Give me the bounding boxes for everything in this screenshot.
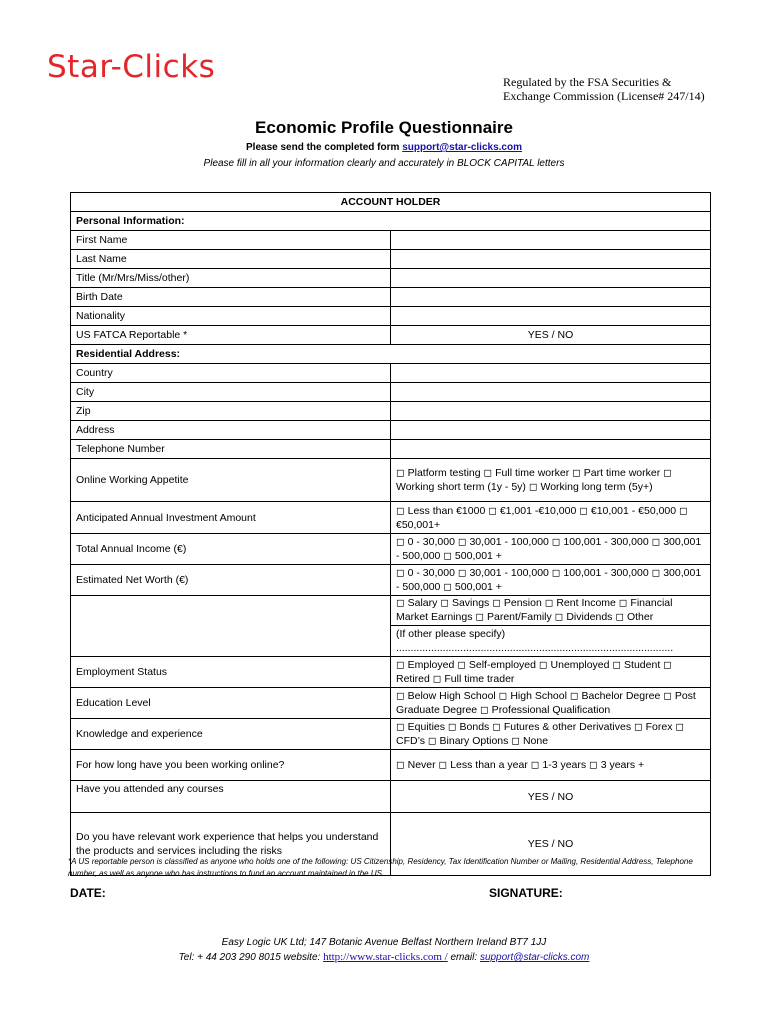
investment-label: Anticipated Annual Investment Amount bbox=[71, 502, 391, 534]
telephone-label: Telephone Number bbox=[71, 440, 391, 459]
table-row bbox=[71, 565, 711, 596]
knowledge-label: Knowledge and experience bbox=[71, 719, 391, 750]
duration-label: For how long have you been working online? bbox=[71, 750, 391, 781]
employment-label: Employment Status bbox=[71, 657, 391, 688]
account-holder-header: ACCOUNT HOLDER bbox=[71, 193, 711, 212]
income-label: Total Annual Income (€) bbox=[71, 534, 391, 565]
questionnaire-table bbox=[70, 192, 711, 876]
company-address: Easy Logic UK Ltd; 147 Botanic Avenue Belfast Northern Ireland BT7 1JJ bbox=[221, 937, 547, 948]
networth-options[interactable]: ◻ 0 - 30,000 ◻ 30,001 - 100,000 ◻ 100,001 - 300,000 ◻ 300,001 - 500,000 ◻ 500,001 + bbox=[391, 565, 711, 596]
address-field[interactable] bbox=[391, 421, 711, 440]
table-row bbox=[71, 688, 711, 719]
source-specify[interactable]: (If other please specify) ............................................................................................... bbox=[391, 625, 710, 656]
table-header-row bbox=[71, 193, 711, 212]
table-row bbox=[71, 421, 711, 440]
fill-instruction: Please fill in all your information clearly and accurately in BLOCK CAPITAL letters bbox=[203, 158, 565, 169]
table-row bbox=[71, 719, 711, 750]
title-field[interactable] bbox=[391, 269, 711, 288]
duration-options[interactable]: ◻ Never ◻ Less than a year ◻ 1-3 years ◻ 3 years + bbox=[391, 750, 711, 781]
table-row bbox=[71, 781, 711, 813]
income-options[interactable]: ◻ 0 - 30,000 ◻ 30,001 - 100,000 ◻ 100,001 - 300,000 ◻ 300,001 - 500,000 ◻ 500,001 + bbox=[391, 534, 711, 565]
source-options-text: ◻ Salary ◻ Savings ◻ Pension ◻ Rent Income ◻ Financial Market Earnings ◻ Parent/Family ◻ Dividends ◻ Other bbox=[396, 597, 673, 623]
source-options[interactable] bbox=[391, 596, 711, 657]
education-options[interactable]: ◻ Below High School ◻ High School ◻ Bachelor Degree ◻ Post Graduate Degree ◻ Professional Qualification bbox=[391, 688, 711, 719]
send-prefix: Please send the completed form bbox=[246, 142, 403, 153]
table-row bbox=[71, 250, 711, 269]
table-row bbox=[71, 326, 711, 345]
regulation-note bbox=[503, 75, 705, 103]
table-row bbox=[71, 750, 711, 781]
appetite-label: Online Working Appetite bbox=[71, 459, 391, 502]
regulation-line-1: Regulated by the FSA Securities & bbox=[503, 75, 672, 89]
support-email-link[interactable]: support@star-clicks.com bbox=[402, 142, 522, 153]
table-row bbox=[71, 657, 711, 688]
table-row bbox=[71, 502, 711, 534]
country-label: Country bbox=[71, 364, 391, 383]
source-label bbox=[71, 596, 391, 657]
fatca-footnote: *A US reportable person is classified as anyone who holds one of the following: US Citizenship, Residency, Tax Identification Number or Mailing, Residential Address, Telephone number, as well as anyone who has instructions to fund an account maintained in the US bbox=[68, 857, 693, 878]
residential-address-section: Residential Address: bbox=[71, 345, 711, 364]
zip-label: Zip bbox=[71, 402, 391, 421]
table-row bbox=[71, 534, 711, 565]
knowledge-options[interactable]: ◻ Equities ◻ Bonds ◻ Futures & other Derivatives ◻ Forex ◻ CFD’s ◻ Binary Options ◻ None bbox=[391, 719, 711, 750]
section-row bbox=[71, 345, 711, 364]
fatca-yes-no[interactable]: YES / NO bbox=[391, 326, 711, 345]
table-row bbox=[71, 307, 711, 326]
page-title: Economic Profile Questionnaire bbox=[255, 118, 513, 137]
city-label: City bbox=[71, 383, 391, 402]
education-label: Education Level bbox=[71, 688, 391, 719]
star-clicks-logo: Star-Clicks bbox=[47, 49, 216, 85]
country-field[interactable] bbox=[391, 364, 711, 383]
experience-label: Do you have relevant work experience that helps you understand the products and services including the risks bbox=[71, 813, 391, 876]
table-row bbox=[71, 269, 711, 288]
send-instruction bbox=[0, 142, 768, 153]
zip-field[interactable] bbox=[391, 402, 711, 421]
website-link[interactable]: http://www.star-clicks.com / bbox=[323, 951, 448, 963]
regulation-line-2: Exchange Commission (License# 247/14) bbox=[503, 89, 705, 103]
networth-label: Estimated Net Worth (€) bbox=[71, 565, 391, 596]
fatca-label: US FATCA Reportable * bbox=[71, 326, 391, 345]
address-label: Address bbox=[71, 421, 391, 440]
table-row bbox=[71, 288, 711, 307]
table-row bbox=[71, 383, 711, 402]
table-row bbox=[71, 596, 711, 657]
personal-info-section: Personal Information: bbox=[71, 212, 711, 231]
table-row bbox=[71, 459, 711, 502]
section-row bbox=[71, 212, 711, 231]
last-name-field[interactable] bbox=[391, 250, 711, 269]
courses-label: Have you attended any courses bbox=[71, 781, 391, 813]
appetite-options[interactable]: ◻ Platform testing ◻ Full time worker ◻ Part time worker ◻ Working short term (1y - 5y) ◻ Working long term (5y+) bbox=[391, 459, 711, 502]
investment-options[interactable]: ◻ Less than €1000 ◻ €1,001 -€10,000 ◻ €10,001 - €50,000 ◻ €50,001+ bbox=[391, 502, 711, 534]
nationality-field[interactable] bbox=[391, 307, 711, 326]
footer-email-link[interactable]: support@star-clicks.com bbox=[479, 952, 590, 963]
date-label: DATE: bbox=[70, 886, 106, 900]
birth-date-label: Birth Date bbox=[71, 288, 391, 307]
contact-line bbox=[0, 951, 768, 963]
last-name-label: Last Name bbox=[71, 250, 391, 269]
table-row bbox=[71, 402, 711, 421]
table-row bbox=[71, 440, 711, 459]
city-field[interactable] bbox=[391, 383, 711, 402]
experience-yes-no[interactable]: YES / NO bbox=[391, 813, 711, 876]
employment-options[interactable]: ◻ Employed ◻ Self-employed ◻ Unemployed ◻ Student ◻ Retired ◻ Full time trader bbox=[391, 657, 711, 688]
tel-text: Tel: + 44 203 290 8015 website: bbox=[178, 952, 324, 963]
signature-label: SIGNATURE: bbox=[489, 886, 563, 900]
table-row bbox=[71, 231, 711, 250]
nationality-label: Nationality bbox=[71, 307, 391, 326]
telephone-field[interactable] bbox=[391, 440, 711, 459]
first-name-label: First Name bbox=[71, 231, 391, 250]
courses-yes-no[interactable]: YES / NO bbox=[391, 781, 711, 813]
birth-date-field[interactable] bbox=[391, 288, 711, 307]
title-label: Title (Mr/Mrs/Miss/other) bbox=[71, 269, 391, 288]
table-row bbox=[71, 364, 711, 383]
first-name-field[interactable] bbox=[391, 231, 711, 250]
email-prefix: email: bbox=[447, 952, 480, 963]
